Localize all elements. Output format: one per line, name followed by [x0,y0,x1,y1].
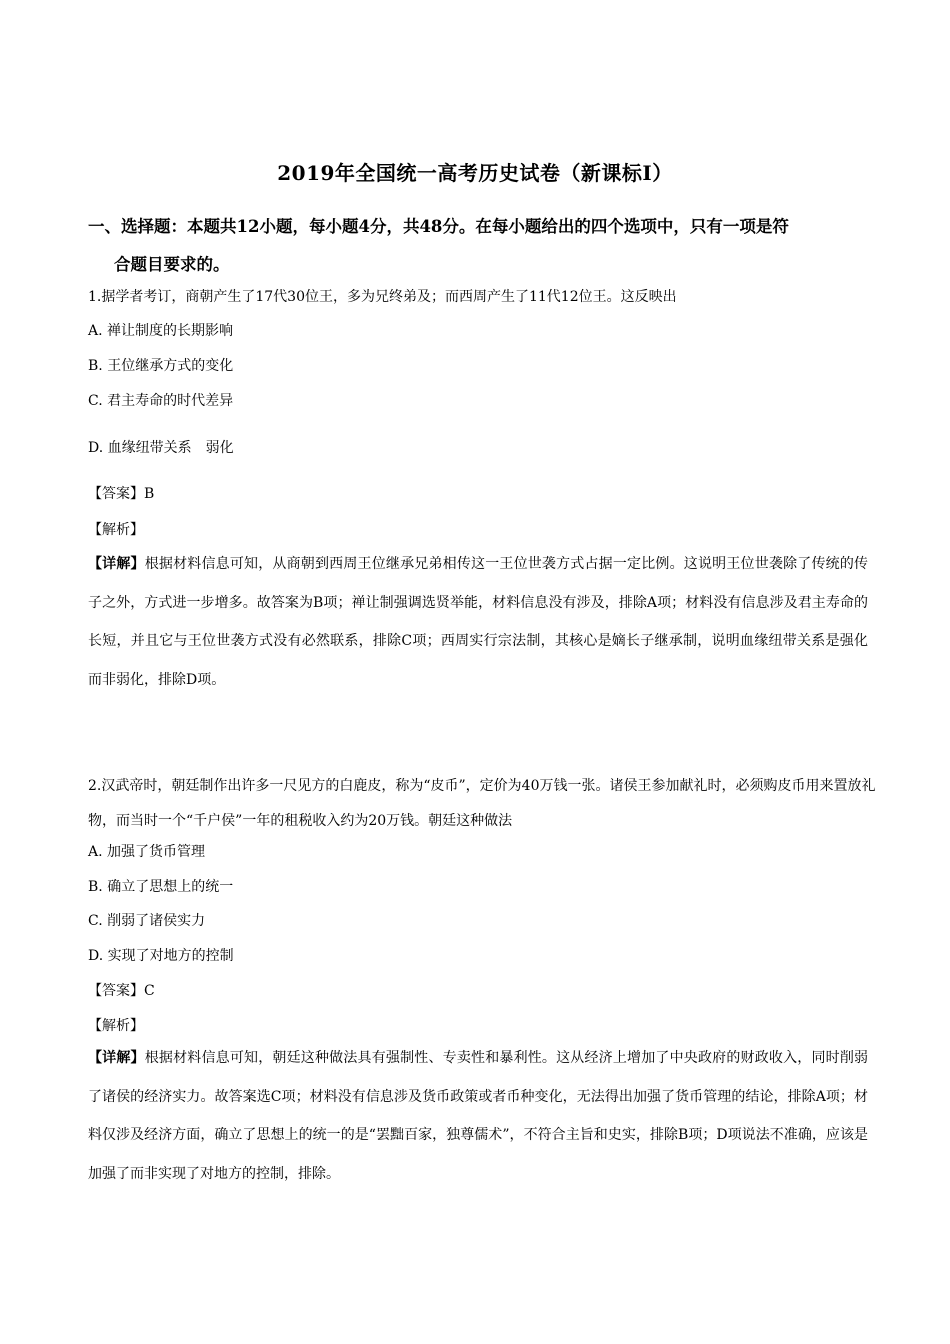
section-header-line1: 一、选择题：本题共12小题，每小题4分，共48分。在每小题给出的四个选项中，只有一项是符 [88,217,789,236]
question-1-explanation [88,545,868,699]
page-title: 2019年全国统一高考历史试卷（新课标Ⅰ） [277,161,673,185]
section-header [88,208,878,284]
question-1-answer: 【答案】B [88,486,155,502]
question-1-option-b: B. 王位继承方式的变化 [88,358,234,374]
section-header-line2: 合题目要求的。 [114,255,230,274]
question-2-explanation [88,1039,868,1193]
question-2-option-d: D. 实现了对地方的控制 [88,948,234,964]
question-2-detail-text: 根据材料信息可知，朝廷这种做法具有强制性、专卖性和暴利性。这从经济上增加了中央政府的财政收入，同时削弱了诸侯的经济实力。故答案选C项；材料没有信息涉及货币政策或者币种变化，无法得出加强了货币管理的结论，排除A项；材料仅涉及经济方面，确立了思想上的统一的是“罢黜百家，独尊儒术”，不符合主旨和史实，排除B项；D项说法不准确，应该是加强了而非实现了对地方的控制，排除。 [88,1050,869,1182]
question-1-stem: 1.据学者考订，商朝产生了17代30位王，多为兄终弟及；而西周产生了11代12位王。这反映出 [88,289,677,305]
question-2-option-c: C. 削弱了诸侯实力 [88,913,206,929]
question-1-option-c: C. 君主寿命的时代差异 [88,393,234,409]
question-1-detail-tag: 【详解】 [88,556,145,572]
question-2-option-a: A. 加强了货币管理 [88,844,206,860]
question-2-detail-tag: 【详解】 [88,1050,145,1066]
question-1-option-a: A. 禅让制度的长期影响 [88,323,234,339]
question-2-answer: 【答案】C [88,983,155,999]
question-2-stem: 2.汉武帝时，朝廷制作出许多一尺见方的白鹿皮，称为“皮币”，定价为40万钱一张。诸侯王参加献礼时，必须购皮币用来置放礼物，而当时一个“千户侯”一年的租税收入约为20万钱。朝廷这种做法 [88,778,876,829]
question-1-detail-text: 根据材料信息可知，从商朝到西周王位继承兄弟相传这一王位世袭方式占据一定比例。这说明王位世袭除了传统的传子之外，方式进一步增多。故答案为B项；禅让制强调选贤举能，材料信息没有涉及，排除A项；材料没有信息涉及君主寿命的长短，并且它与王位世袭方式没有必然联系，排除C项；西周实行宗法制，其核心是嫡长子继承制，说明血缘纽带关系是强化而非弱化，排除D项。 [88,556,869,688]
question-2-analysis-label: 【解析】 [88,1018,144,1034]
question-1-option-d: D. 血缘纽带关系 弱化 [88,440,234,456]
question-1-analysis-label: 【解析】 [88,522,144,538]
question-2-option-b: B. 确立了思想上的统一 [88,879,234,895]
